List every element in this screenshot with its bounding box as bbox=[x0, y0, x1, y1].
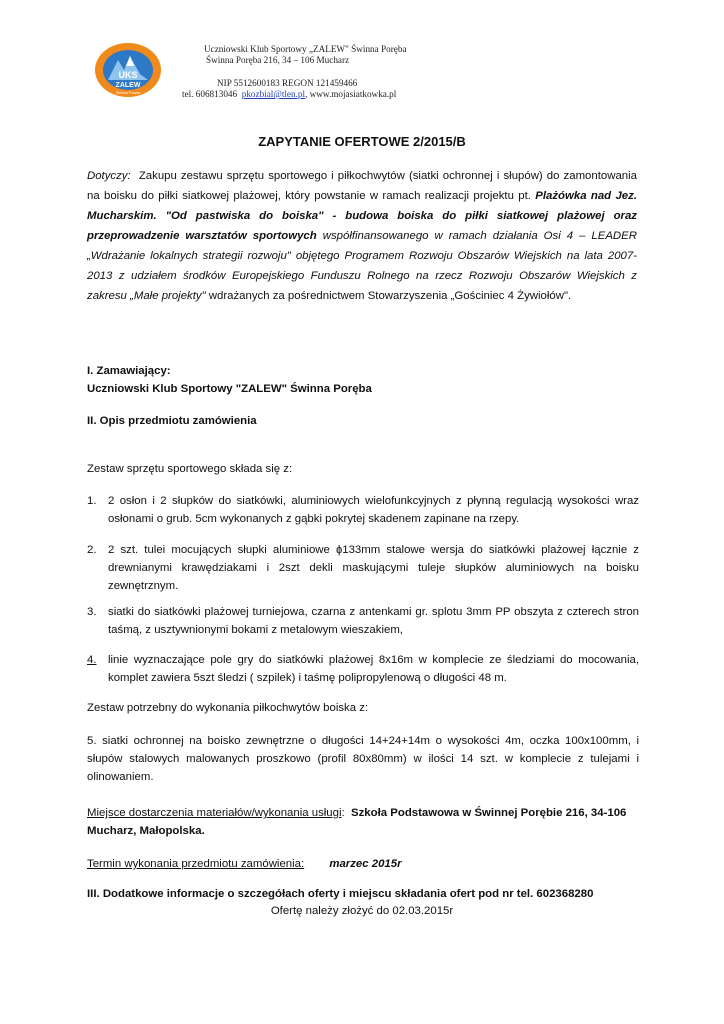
header-phone: tel. 606813046 bbox=[182, 89, 238, 99]
deadline-value: marzec 2015r bbox=[329, 858, 402, 870]
logo-text: UKS bbox=[118, 70, 138, 80]
delivery-value: Szkoła Podstawowa w Świnnej Porębie 216, 34-106 Mucharz, Małopolska. bbox=[87, 807, 627, 837]
nets-item: 5. siatki ochronnej na boisko zewnętrzne o długości 14+24+14m o wysokości 4m, oczka 100x100mm, i słupów stalowych malowanych proszkowo (profil 80x80mm) w ilości 14 szt. w komplecie z tulejami i olinowaniem. bbox=[87, 735, 639, 783]
intro-project-title: Plażówka nad Jez. Mucharskim. "Od pastwiska do boiska" - budowa boiska do piłki siatkowej plażowej oraz przeprowadzenie warsztatów sportowych bbox=[87, 190, 637, 242]
logo-caption: Świnna Poręba bbox=[115, 91, 141, 95]
list-item bbox=[87, 651, 639, 687]
section-3-heading: III. Dodatkowe informacje o szczegółach oferty i miejscu składania ofert pod nr tel. 602368280 bbox=[87, 888, 594, 900]
list-item bbox=[87, 492, 639, 528]
delivery-label: Miejsce dostarczenia materiałów/wykonania usługi bbox=[87, 807, 342, 819]
list-item-number: 1. bbox=[87, 495, 97, 507]
nets-intro: Zestaw potrzebny do wykonania piłkochwytów boiska z: bbox=[87, 702, 369, 714]
list-item-text: linie wyznaczające pole gry do siatkówki plażowej 8x16m w komplecie ze śledziami do mocowania, komplet zawiera 5szt śledzi ( szpilek) i taśmę polipropylenową o długości 48 m. bbox=[108, 654, 639, 684]
delivery-line: Miejsce dostarczenia materiałów/wykonania usługi: Szkoła Podstawowa w Świnnej Porębie 216, 34-106 Mucharz, Małopolska. bbox=[87, 807, 627, 837]
deadline-line bbox=[87, 855, 639, 873]
header-email-link[interactable]: pkozbial@tlen.pl bbox=[241, 89, 306, 99]
section-1-heading: I. Zamawiający: bbox=[87, 365, 171, 377]
list-item-number: 4. bbox=[87, 654, 97, 666]
intro-text-2: współfinansowanego w ramach działania Osi 4 – LEADER „Wdrażanie lokalnych strategii rozwoju" objętego Programem Rozwoju Obszarów Wiejskich na lata 2007-2013 z udziałem środków Europejskiego Funduszu Rolnego na rzecz Rozwoju Obszarów Wiejskich z zakresu „Małe projekty" bbox=[87, 230, 637, 302]
page-title: ZAPYTANIE OFERTOWE 2/2015/B bbox=[258, 134, 466, 149]
equipment-intro: Zestaw sprzętu sportowego składa się z: bbox=[87, 463, 293, 475]
intro-text-1: Zakupu zestawu sprzętu sportowego i piłkochwytów (siatki ochronnej i słupów) do zamontowania na boisku do piłki siatkowej plażowej, który powstanie w ramach realizacji projektu pt. bbox=[87, 170, 637, 202]
submission-deadline: Ofertę należy złożyć do 02.03.2015r bbox=[270, 905, 454, 917]
deadline-label: Termin wykonania przedmiotu zamówienia: bbox=[87, 858, 305, 870]
intro-label: Dotyczy: bbox=[87, 170, 131, 182]
header-line-contact bbox=[182, 89, 396, 100]
section-2-heading: II. Opis przedmiotu zamówienia bbox=[87, 415, 257, 427]
section-1-name: Uczniowski Klub Sportowy "ZALEW" Świnna Poręba bbox=[87, 383, 372, 395]
list-item bbox=[87, 541, 639, 595]
header-line-nip: NIP 5512600183 REGON 121459466 bbox=[217, 78, 358, 88]
header-line-club: Uczniowski Klub Sportowy „ZALEW" Świnna Poręba bbox=[204, 44, 407, 54]
list-item-text: siatki do siatkówki plażowej turniejowa, czarna z antenkami gr. splotu 3mm PP obszyta z czterech stron taśmą, z usztywnionymi bokami z metalowym wieszakiem, bbox=[108, 606, 639, 636]
logo-subtext: ZALEW bbox=[115, 82, 141, 89]
header-website: , www.mojasiatkowka.pl bbox=[305, 89, 397, 99]
intro-text-3: wdrażanych za pośrednictwem Stowarzyszenia „Gościniec 4 Żywiołów". bbox=[208, 290, 572, 302]
header-line-address: Świnna Poręba 216, 34 – 106 Mucharz bbox=[206, 55, 350, 65]
list-item-number: 3. bbox=[87, 606, 97, 618]
list-item-number: 2. bbox=[87, 544, 97, 556]
list-item-text: 2 osłon i 2 słupków do siatkówki, aluminiowych wielofunkcyjnych z płynną regulacją wysokości wraz osłonami o grub. 5cm wykonanych z gąbki pokrytej skadenem zapinane na rzepy. bbox=[108, 495, 639, 525]
club-logo bbox=[94, 42, 162, 98]
intro-paragraph bbox=[87, 166, 637, 306]
list-item-text: 2 szt. tulei mocujących słupki aluminiowe ɸ133mm stalowe wersja do siatkówki plażowej łącznie z drewnianymi krawędziakami i 2szt dekli maskującymi tuleje słupków aluminiowych na boisku zewnętrznym. bbox=[108, 544, 639, 592]
list-item bbox=[87, 603, 639, 639]
